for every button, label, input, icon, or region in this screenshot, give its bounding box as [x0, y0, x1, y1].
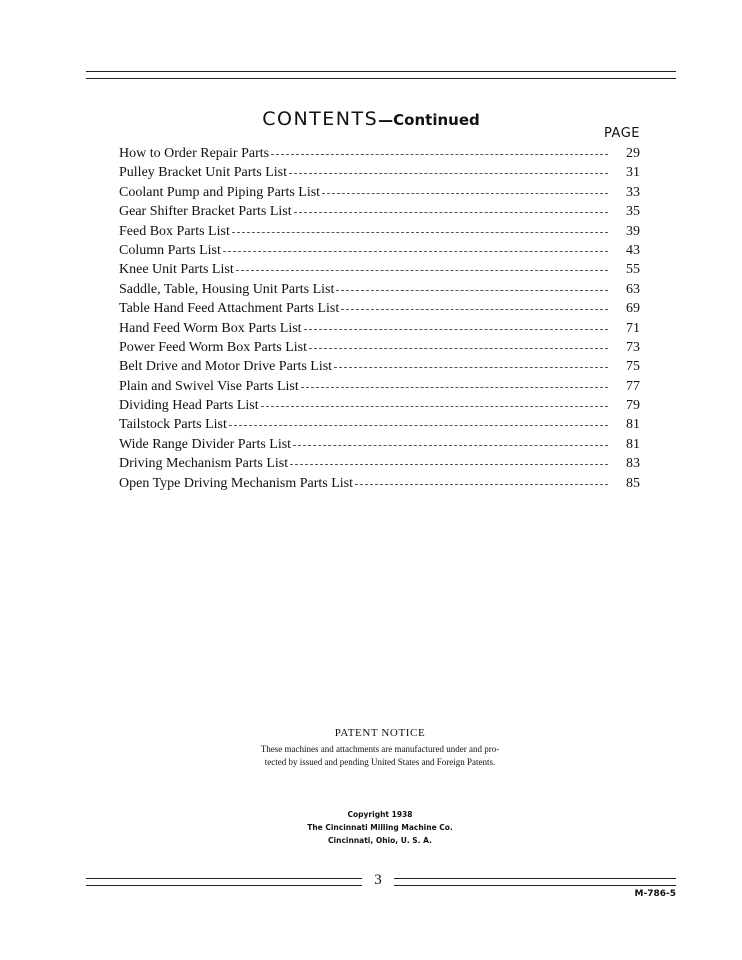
- toc-entry-label: Coolant Pump and Piping Parts List: [119, 184, 321, 200]
- toc-dot-leader: [304, 329, 608, 330]
- copyright-line-1: Copyright 1938: [347, 810, 413, 819]
- toc-entry[interactable]: [119, 146, 640, 165]
- toc-entry-label: Driving Mechanism Parts List: [119, 456, 289, 472]
- toc-entry-page: 63: [626, 281, 640, 297]
- toc-dot-leader: [289, 173, 608, 174]
- copyright-line-2: The Cincinnati Milling Machine Co.: [307, 823, 453, 832]
- toc-entry-label: Column Parts List: [119, 242, 221, 258]
- toc-dot-leader: [232, 232, 608, 233]
- title-continued: —Continued: [378, 111, 480, 129]
- toc-entry[interactable]: [119, 204, 640, 223]
- toc-dot-leader: [236, 270, 608, 271]
- toc-entry-page: 55: [626, 262, 640, 278]
- toc-entry-label: Gear Shifter Bracket Parts List: [119, 204, 292, 220]
- toc-entry[interactable]: [119, 282, 640, 301]
- toc-dot-leader: [290, 464, 608, 465]
- patent-notice-line-2: tected by issued and pending United States and Foreign Patents.: [264, 757, 496, 767]
- toc-dot-leader: [229, 425, 608, 426]
- copyright-block: [250, 808, 510, 847]
- title-main: CONTENTS: [262, 108, 379, 130]
- toc-entry-label: Plain and Swivel Vise Parts List: [119, 378, 299, 394]
- toc-entry[interactable]: [119, 379, 640, 398]
- toc-entry-page: 71: [626, 320, 640, 336]
- toc-entry-page: 69: [626, 301, 640, 317]
- toc-entry[interactable]: [119, 301, 640, 320]
- toc-entry-page: 35: [626, 204, 640, 220]
- toc-entry-label: Feed Box Parts List: [119, 223, 230, 239]
- toc-entry-label: Knee Unit Parts List: [119, 262, 234, 278]
- toc-entry[interactable]: [119, 476, 640, 495]
- toc-dot-leader: [223, 251, 608, 252]
- toc-entry[interactable]: [119, 224, 640, 243]
- toc-dot-leader: [294, 212, 608, 213]
- toc-dot-leader: [309, 348, 608, 349]
- toc-entry-label: Saddle, Table, Housing Unit Parts List: [119, 281, 335, 297]
- toc-dot-leader: [334, 367, 608, 368]
- toc-dot-leader: [322, 193, 608, 194]
- footer-rule-left: [86, 878, 362, 886]
- toc-dot-leader: [271, 154, 608, 155]
- toc-entry[interactable]: [119, 165, 640, 184]
- toc-dot-leader: [341, 309, 608, 310]
- toc-entry[interactable]: [119, 185, 640, 204]
- patent-notice-line-1: These machines and attachments are manufactured under and pro-: [260, 744, 500, 754]
- toc-entry-label: Wide Range Divider Parts List: [119, 436, 292, 452]
- document-code: M-786-5: [634, 889, 676, 899]
- copyright-line-3: Cincinnati, Ohio, U. S. A.: [328, 836, 432, 845]
- toc-entry-page: 73: [626, 339, 640, 355]
- toc-entry-page: 81: [626, 436, 640, 452]
- toc-entry-label: Table Hand Feed Attachment Parts List: [119, 301, 340, 317]
- toc-entry-label: Hand Feed Worm Box Parts List: [119, 320, 302, 336]
- toc-entry-page: 31: [626, 165, 640, 181]
- toc-dot-leader: [336, 290, 608, 291]
- toc-entry[interactable]: [119, 359, 640, 378]
- toc-entry-label: Belt Drive and Motor Drive Parts List: [119, 359, 333, 375]
- toc-entry[interactable]: [119, 262, 640, 281]
- toc-entry[interactable]: [119, 456, 640, 475]
- toc-entry-page: 83: [626, 456, 640, 472]
- toc-dot-leader: [293, 445, 608, 446]
- toc-dot-leader: [355, 484, 608, 485]
- toc-dot-leader: [301, 387, 608, 388]
- toc-entry-label: Power Feed Worm Box Parts List: [119, 339, 307, 355]
- top-double-rule: [86, 71, 676, 79]
- toc-entry[interactable]: [119, 398, 640, 417]
- toc-entry-page: 85: [626, 475, 640, 491]
- toc-entry-label: Pulley Bracket Unit Parts List: [119, 165, 287, 181]
- toc-entry-page: 39: [626, 223, 640, 239]
- table-of-contents: [119, 146, 640, 495]
- toc-dot-leader: [261, 406, 608, 407]
- toc-entry-page: 33: [626, 184, 640, 200]
- toc-entry-page: 79: [626, 398, 640, 414]
- toc-entry-label: Dividing Head Parts List: [119, 398, 259, 414]
- toc-entry-page: 75: [626, 359, 640, 375]
- footer-rule-right: [394, 878, 676, 886]
- patent-notice-title: PATENT NOTICE: [334, 727, 426, 739]
- page-number: 3: [374, 872, 382, 888]
- toc-entry-page: 77: [626, 378, 640, 394]
- toc-entry-label: Tailstock Parts List: [119, 417, 227, 433]
- toc-entry[interactable]: [119, 321, 640, 340]
- toc-entry[interactable]: [119, 243, 640, 262]
- toc-entry[interactable]: [119, 437, 640, 456]
- toc-entry-page: 29: [626, 146, 640, 161]
- page-column-header: PAGE: [604, 126, 640, 141]
- toc-entry-page: 43: [626, 242, 640, 258]
- toc-entry-label: How to Order Repair Parts: [119, 146, 270, 161]
- toc-entry-label: Open Type Driving Mechanism Parts List: [119, 475, 354, 491]
- toc-entry[interactable]: [119, 417, 640, 436]
- toc-entry-page: 81: [626, 417, 640, 433]
- patent-notice: [200, 727, 560, 769]
- toc-entry[interactable]: [119, 340, 640, 359]
